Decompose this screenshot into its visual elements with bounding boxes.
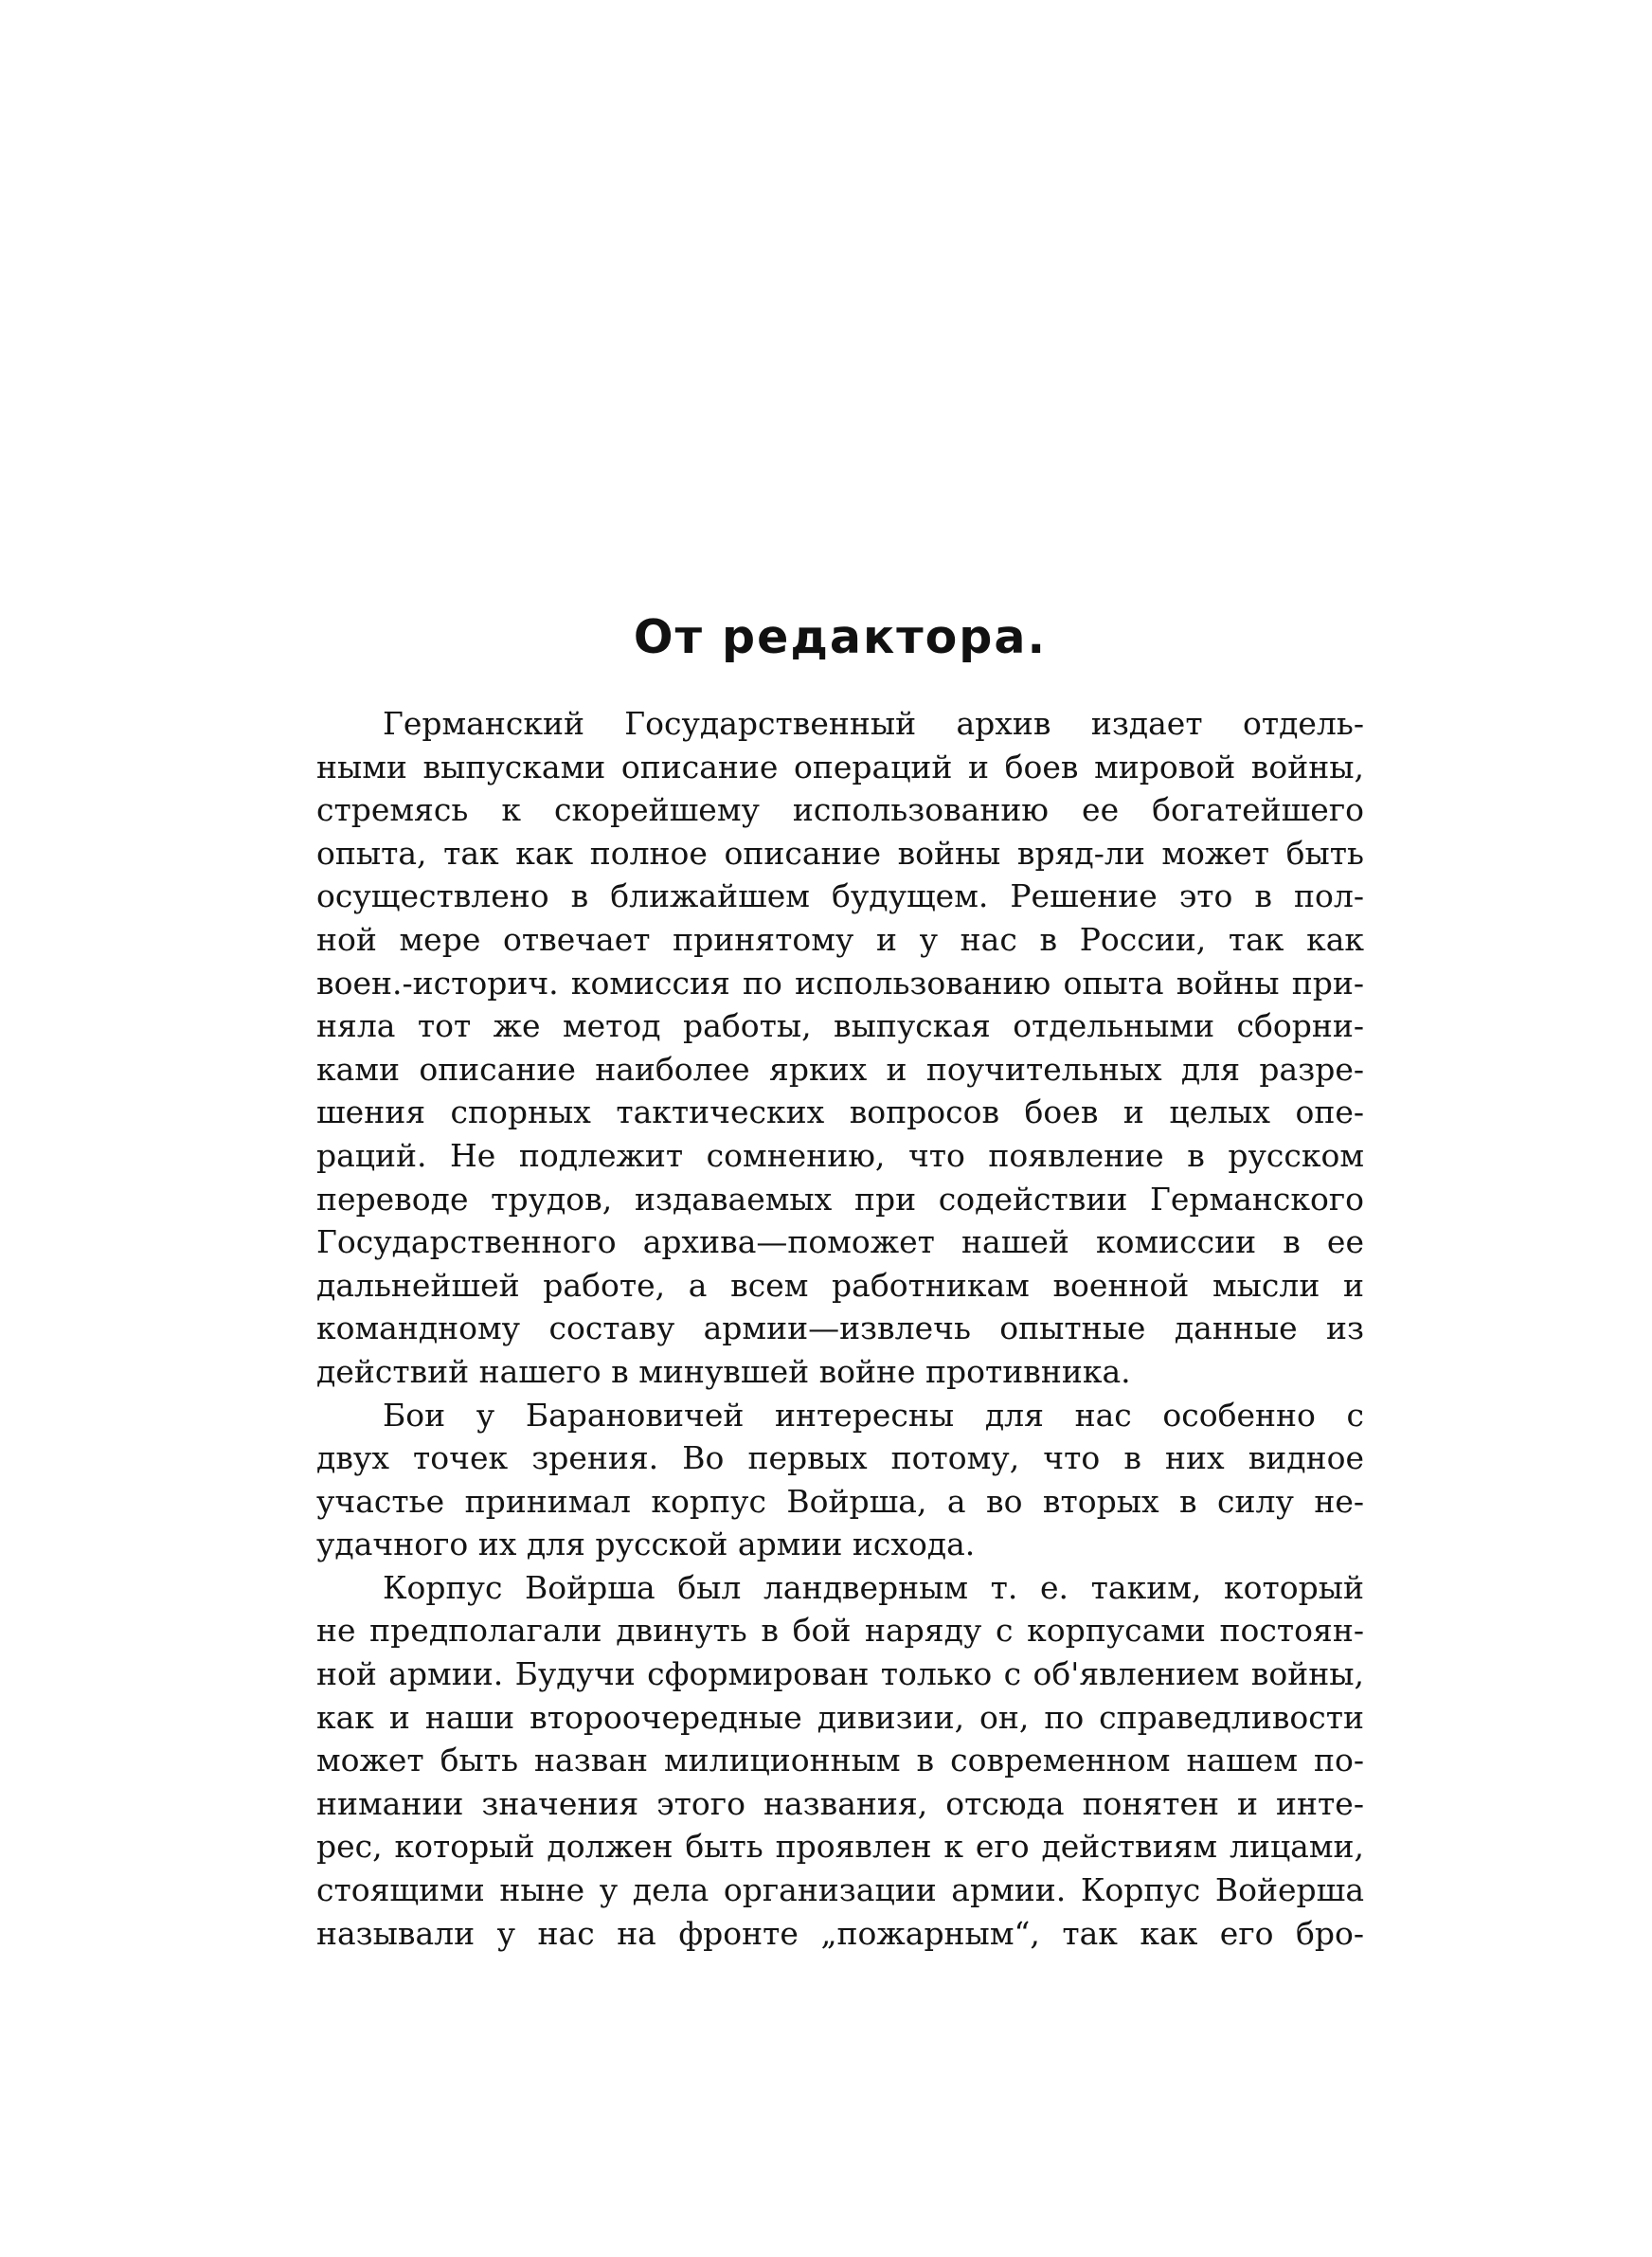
page-title: От редактора. [633, 610, 1048, 664]
text-line: двух точек зрения. Во первых потому, что в них видное [316, 1439, 1364, 1477]
text-line: удачного их для русской армии исхода. [316, 1526, 976, 1563]
text-line: стремясь к скорейшему использованию ее богатейшего [316, 791, 1364, 829]
text-line: Государственного архива—поможет нашей комиссии в ее [316, 1223, 1364, 1261]
text-line: называли у нас на фронте „пожарным“, так как его бро- [316, 1914, 1364, 1952]
paragraph-2 [316, 1394, 1364, 1566]
text-line: действий нашего в минувшей войне противника. [316, 1352, 1131, 1390]
text-line: няла тот же метод работы, выпуская отдельными сборни- [316, 1007, 1364, 1045]
text-line: может быть назван милиционным в современном нашем по- [316, 1742, 1364, 1779]
text-line: участье принимал корпус Войрша, а во вторых в силу не- [316, 1482, 1364, 1520]
body-text [316, 702, 1364, 1955]
text-line: ной армии. Будучи сформирован только с об'явлением войны, [316, 1655, 1364, 1693]
text-line: ной мере отвечает принятому и у нас в России, так как [316, 920, 1364, 958]
text-line: стоящими ныне у дела организации армии. Корпус Войерша [316, 1871, 1364, 1909]
paragraph-1 [316, 702, 1364, 1394]
text-line: Корпус Войрша был ландверным т. е. таким, который [383, 1568, 1364, 1606]
text-line: нимании значения этого названия, отсюда понятен и инте- [316, 1784, 1364, 1822]
text-line: не предполагали двинуть в бой наряду с корпусами постоян- [316, 1612, 1364, 1650]
text-line: дальнейшей работе, а всем работникам военной мысли и [316, 1266, 1364, 1304]
text-line: шения спорных тактических вопросов боев и целых опе- [316, 1093, 1364, 1131]
text-line: Бои у Барановичей интересны для нас особенно с [383, 1396, 1364, 1434]
text-line: рес, который должен быть проявлен к его действиям лицами, [316, 1828, 1364, 1866]
text-line: как и наши второочередные дивизии, он, по справедливости [316, 1698, 1364, 1736]
paragraph-3 [316, 1566, 1364, 1955]
text-line: ными выпусками описание операций и боев мировой войны, [316, 748, 1364, 785]
text-line: опыта, так как полное описание войны вряд-ли может быть [316, 834, 1364, 872]
text-line: командному составу армии—извлечь опытные данные из [316, 1309, 1364, 1347]
text-line: воен.-историч. комиссия по использованию опыта войны при- [316, 964, 1364, 1002]
text-line: переводе трудов, издаваемых при содействии Германского [316, 1180, 1364, 1218]
text-line: осуществлено в ближайшем будущем. Решение это в пол- [316, 877, 1364, 915]
text-line: Германский Государственный архив издает отдель- [383, 705, 1364, 742]
text-line: ками описание наиболее ярких и поучительных для разре- [316, 1050, 1364, 1088]
text-line: раций. Не подлежит сомнению, что появление в русском [316, 1136, 1364, 1174]
